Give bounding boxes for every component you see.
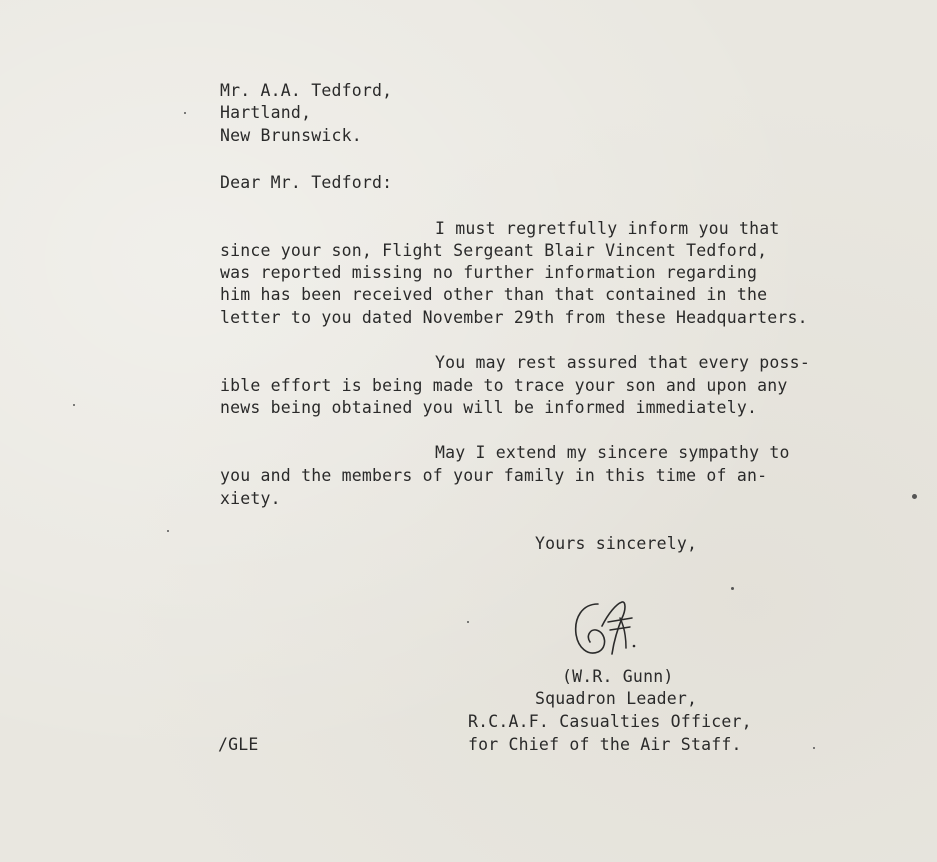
paper-speck bbox=[184, 112, 186, 114]
paragraph1-line: letter to you dated November 29th from these Headquarters. bbox=[220, 308, 808, 327]
paragraph1-line: was reported missing no further information regarding bbox=[220, 263, 758, 282]
paper-speck bbox=[912, 494, 917, 499]
paragraph1-line: him has been received other than that contained in the bbox=[220, 285, 768, 304]
address-line-province: New Brunswick. bbox=[220, 126, 362, 145]
paper-speck bbox=[731, 587, 734, 590]
address-line-town: Hartland, bbox=[220, 103, 312, 122]
salutation: Dear Mr. Tedford: bbox=[220, 173, 393, 192]
paragraph1-line: since your son, Flight Sergeant Blair Vincent Tedford, bbox=[220, 241, 768, 260]
paper-speck bbox=[73, 404, 75, 406]
paper-speck bbox=[467, 621, 469, 623]
signatory-on-behalf: for Chief of the Air Staff. bbox=[468, 735, 742, 754]
paper-speck bbox=[813, 747, 815, 749]
closing: Yours sincerely, bbox=[535, 534, 698, 553]
paragraph3-line: you and the members of your family in this time of an- bbox=[220, 466, 768, 485]
reference-initials: /GLE bbox=[218, 735, 259, 754]
address-line-name: Mr. A.A. Tedford, bbox=[220, 81, 393, 100]
signatory-title: R.C.A.F. Casualties Officer, bbox=[468, 712, 752, 731]
paragraph1-line: I must regretfully inform you that bbox=[435, 219, 780, 238]
paragraph3-line: xiety. bbox=[220, 489, 281, 508]
paragraph2-line: You may rest assured that every poss- bbox=[435, 353, 810, 372]
signatory-name: (W.R. Gunn) bbox=[562, 667, 674, 686]
paragraph3-line: May I extend my sincere sympathy to bbox=[435, 443, 790, 462]
signature-mark bbox=[568, 596, 648, 670]
paper-speck bbox=[167, 530, 169, 532]
signatory-rank: Squadron Leader, bbox=[535, 689, 698, 708]
paragraph2-line: news being obtained you will be informed immediately. bbox=[220, 398, 758, 417]
paragraph2-line: ible effort is being made to trace your son and upon any bbox=[220, 376, 788, 395]
